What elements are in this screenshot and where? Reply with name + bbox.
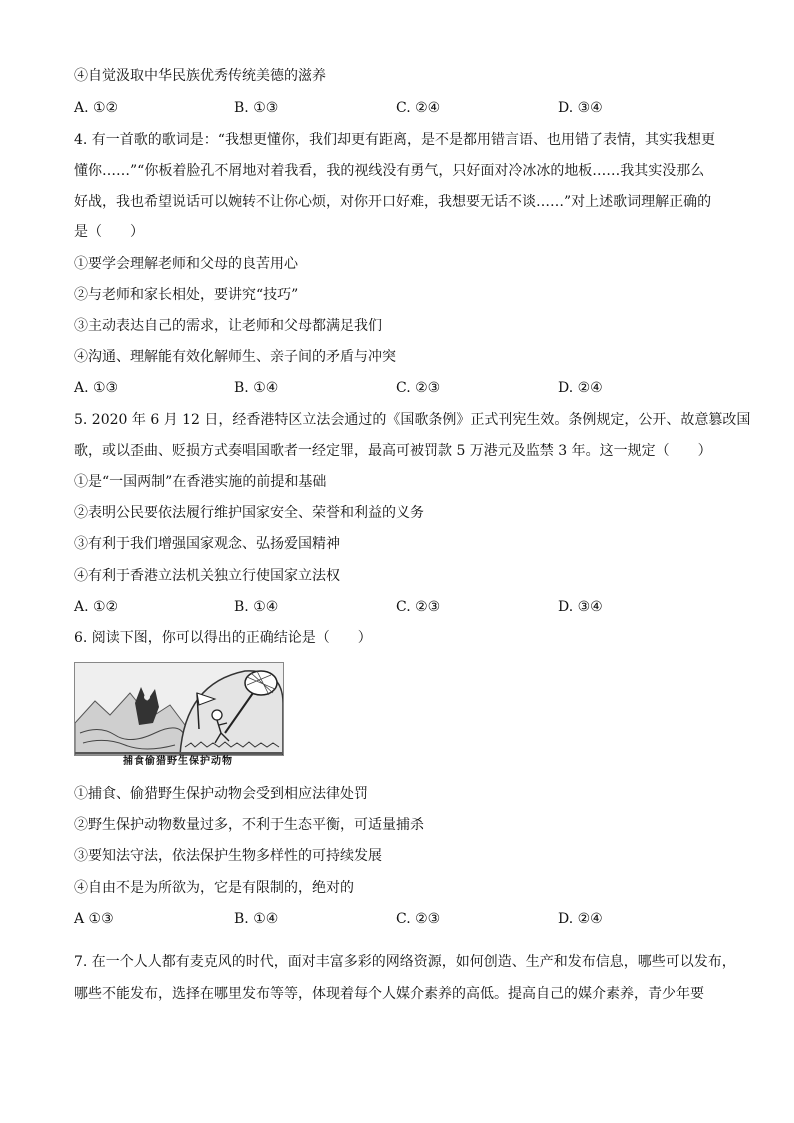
q6-choice-a: A ①③: [74, 911, 114, 927]
q5-stem-line-2: 歌，或以歪曲、贬损方式奏唱国歌者一经定罪，最高可被罚款 5 万港元及监禁 3 年。这一规定（ ）: [74, 443, 712, 459]
q5-choice-a: A. ①②: [74, 599, 119, 615]
q6-statement-4: ④自由不是为所欲为，它是有限制的，绝对的: [74, 880, 354, 896]
q6-cartoon-image: [74, 662, 284, 756]
q4-statement-3: ③主动表达自己的需求，让老师和父母都满足我们: [74, 318, 382, 334]
q6-answer-choices: [74, 909, 734, 929]
q7-stem-line-1: 7. 在一个人人都有麦克风的时代，面对丰富多彩的网络资源，如何创造、生产和发布信息，哪些可以发布，: [74, 954, 736, 970]
q5-answer-choices: [74, 597, 734, 617]
q4-choice-c: C. ②③: [396, 380, 441, 396]
q5-statement-3: ③有利于我们增强国家观念、弘扬爱国精神: [74, 536, 340, 552]
q3-choice-c: C. ②④: [396, 100, 441, 116]
q4-statement-4: ④沟通、理解能有效化解师生、亲子间的矛盾与冲突: [74, 349, 396, 365]
q6-statement-3: ③要知法守法，依法保护生物多样性的可持续发展: [74, 848, 382, 864]
q5-choice-c: C. ②③: [396, 599, 441, 615]
q3-choice-d: D. ③④: [558, 100, 603, 116]
q4-stem-line-1: 4. 有一首歌的歌词是：“我想更懂你，我们却更有距离，是不是都用错言语、也用错了表情，其实我想更: [74, 132, 715, 148]
q3-answer-choices: [74, 98, 734, 118]
q4-choice-d: D. ②④: [558, 380, 603, 396]
q6-statement-2: ②野生保护动物数量过多，不利于生态平衡，可适量捕杀: [74, 817, 424, 833]
q6-statement-1: ①捕食、偷猎野生保护动物会受到相应法律处罚: [74, 786, 368, 802]
q4-statement-2: ②与老师和家长相处，要讲究“技巧”: [74, 287, 299, 303]
q6-choice-c: C. ②③: [396, 911, 441, 927]
q4-stem-line-2: 懂你……”“你板着脸孔不屑地对着我看，我的视线没有勇气，只好面对冷冰冰的地板……我其实没那么: [74, 163, 705, 179]
q3-option-statement-4: ④自觉汲取中华民族优秀传统美德的滋养: [74, 68, 326, 84]
q5-statement-4: ④有利于香港立法机关独立行使国家立法权: [74, 568, 340, 584]
q6-choice-d: D. ②④: [558, 911, 603, 927]
q3-choice-a: A. ①②: [74, 100, 119, 116]
q5-statement-1: ①是“一国两制”在香港实施的前提和基础: [74, 474, 327, 490]
q4-answer-choices: [74, 378, 734, 398]
q5-statement-2: ②表明公民要依法履行维护国家安全、荣誉和利益的义务: [74, 505, 424, 521]
q7-stem-line-2: 哪些不能发布，选择在哪里发布等等，体现着每个人媒介素养的高低。提高自己的媒介素养，青少年要: [74, 986, 704, 1002]
q5-choice-b: B. ①④: [234, 599, 279, 615]
q4-stem-line-3: 好战，我也希望说话可以婉转不让你心烦，对你开口好难，我想要无话不谈……”对上述歌词理解正确的: [74, 194, 712, 210]
q4-choice-b: B. ①④: [234, 380, 279, 396]
q6-choice-b: B. ①④: [234, 911, 279, 927]
q5-stem-line-1: 5. 2020 年 6 月 12 日，经香港特区立法会通过的《国歌条例》正式刊宪生效。条例规定，公开、故意篡改国: [74, 412, 751, 428]
q4-statement-1: ①要学会理解老师和父母的良苦用心: [74, 256, 298, 272]
q5-choice-d: D. ③④: [558, 599, 603, 615]
q6-cartoon-caption: 捕食偷猎野生保护动物: [123, 756, 233, 767]
q3-choice-b: B. ①③: [234, 100, 279, 116]
q4-stem-line-4: 是（ ）: [74, 224, 144, 240]
q4-choice-a: A. ①③: [74, 380, 119, 396]
q6-stem: 6. 阅读下图，你可以得出的正确结论是（ ）: [74, 630, 372, 646]
